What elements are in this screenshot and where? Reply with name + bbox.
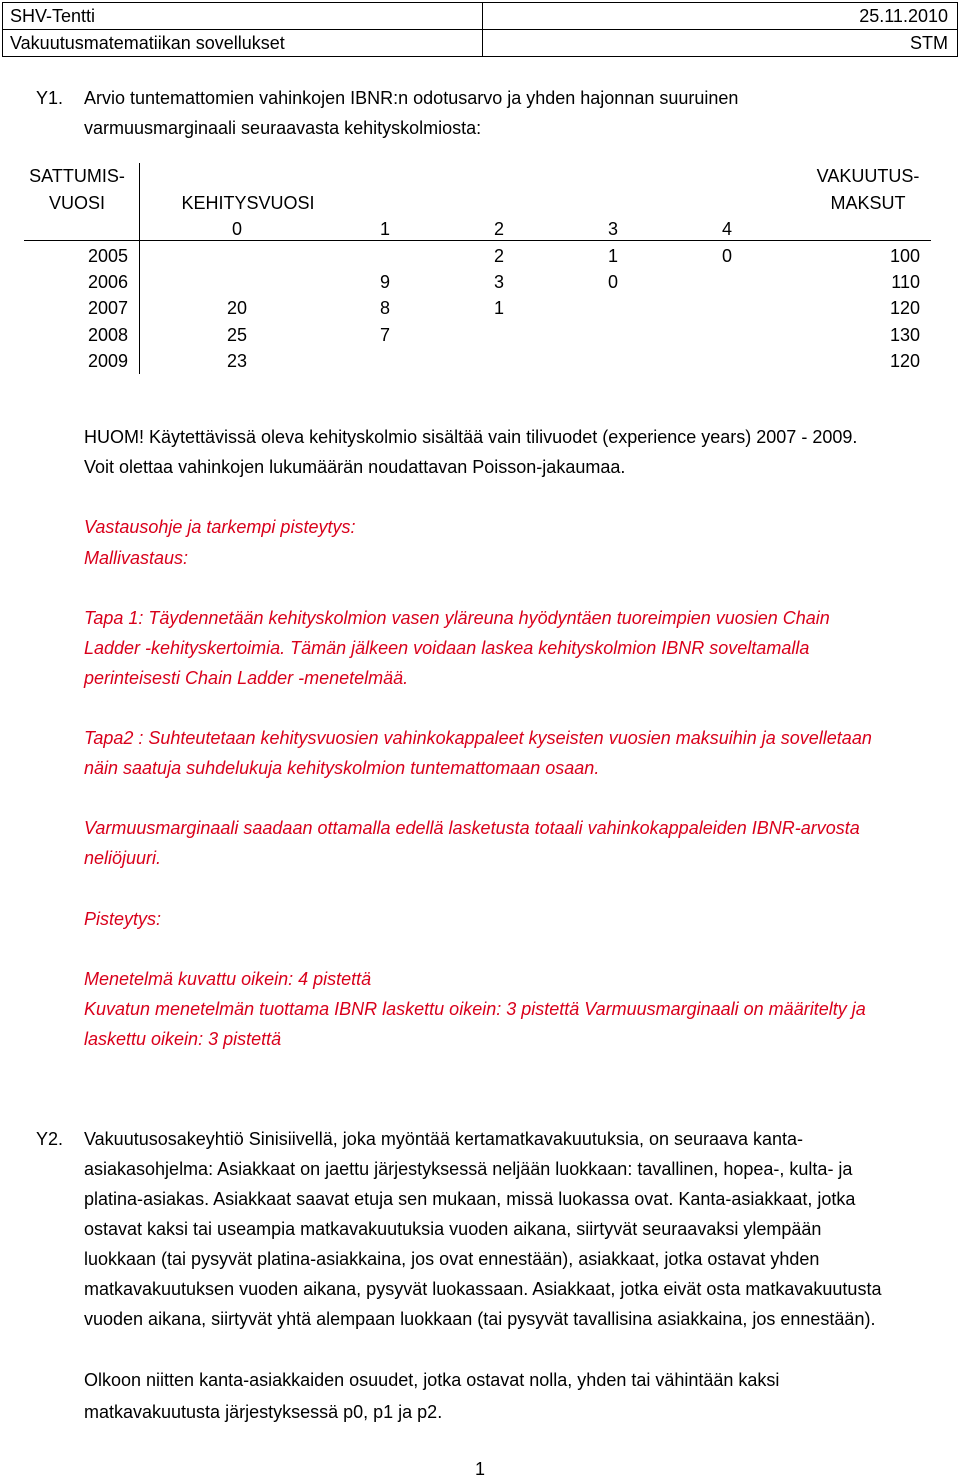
table-row-year: 2009 (87, 351, 128, 371)
table-row-year: 2006 (87, 272, 128, 292)
table-row-premium: 120 (889, 298, 920, 318)
table-dev-year-header: 2 (493, 219, 504, 239)
table-cell: 9 (379, 272, 390, 292)
table-header-accident-year-2: VUOSI (48, 193, 105, 213)
header-course-name: Vakuutusmatematiikan sovellukset (10, 33, 285, 53)
method2-line: Tapa2 : Suhteutetaan kehitysvuosien vahinkokappaleet kyseisten vuosien maksuihin ja sovelletaan (84, 728, 872, 748)
question-label-y1: Y1. (36, 88, 64, 108)
note-line: Voit olettaa vahinkojen lukumäärän noudattavan Poisson-jakaumaa. (84, 457, 626, 477)
method2-line: näin saatuja suhdelukuja kehityskolmion tuntemattomaan osaan. (84, 758, 600, 778)
margin-line: Varmuusmarginaali saadaan ottamalla edellä lasketusta totaali vahinkokappaleiden IBNR-arvosta (84, 818, 860, 838)
table-cell: 2 (493, 246, 504, 266)
method1-line: Tapa 1: Täydennetään kehityskolmion vasen yläreuna hyödyntäen tuoreimpien vuosien Chain (84, 608, 830, 628)
method1-line: perinteisesti Chain Ladder -menetelmää. (84, 668, 409, 688)
answer-heading: Vastausohje ja tarkempi pisteytys: (84, 517, 356, 537)
y2-text-line: Olkoon niitten kanta-asiakkaiden osuudet, jotka ostavat nolla, yhden tai vähintään kaksi (84, 1370, 780, 1390)
page-number: 1 (475, 1459, 486, 1479)
y2-text-line: ostavat kaksi tai useampia matkavakuutuksia vuoden aikana, siirtyvät seuraavaksi ylempään (84, 1219, 822, 1239)
note-line: HUOM! Käytettävissä oleva kehityskolmio sisältää vain tilivuodet (experience years) 2007 - 2009. (84, 427, 858, 447)
table-dev-year-header: 0 (231, 219, 242, 239)
table-row-year: 2005 (87, 246, 128, 266)
question-text-line: varmuusmarginaali seuraavasta kehityskolmiosta: (84, 118, 482, 138)
table-dev-year-header: 1 (379, 219, 390, 239)
table-cell: 1 (607, 246, 618, 266)
header-org: STM (910, 33, 948, 53)
margin-line: neliöjuuri. (84, 848, 162, 868)
table-header-premiums-2: MAKSUT (830, 193, 906, 213)
header-divider-horizontal (2, 29, 958, 30)
y2-text-line: Vakuutusosakeyhtiö Sinisiivellä, joka myöntää kertamatkavakuutuksia, on seuraava kanta- (84, 1129, 804, 1149)
y2-text-line: luokkaan (tai pysyvät platina-asiakkaina, jos ovat ennestään), asiakkaat, jotka ostavat yhden (84, 1249, 820, 1269)
table-row-premium: 130 (889, 325, 920, 345)
table-dev-year-header: 4 (721, 219, 732, 239)
header-course-code: SHV-Tentti (10, 6, 96, 26)
table-cell: 0 (607, 272, 618, 292)
scoring-label: Pisteytys: (84, 909, 162, 929)
table-horizontal-rule (24, 240, 931, 241)
table-row-premium: 110 (891, 272, 920, 292)
table-cell: 3 (493, 272, 504, 292)
table-cell: 7 (379, 325, 390, 345)
score-line: Menetelmä kuvattu oikein: 4 pistettä (84, 969, 372, 989)
question-text-line: Arvio tuntemattomien vahinkojen IBNR:n odotusarvo ja yhden hajonnan suuruinen (84, 88, 739, 108)
question-label-y2: Y2. (36, 1129, 64, 1149)
table-row-premium: 120 (889, 351, 920, 371)
y2-text-line: vuoden aikana, siirtyvät yhtä alempaan luokkaan (tai pysyvät tavallisina asiakkaina, jos ennestään). (84, 1309, 876, 1329)
score-line: Kuvatun menetelmän tuottama IBNR laskettu oikein: 3 pistettä Varmuusmarginaali on määritelty ja (84, 999, 866, 1019)
y2-text-line: asiakasohjelma: Asiakkaat on jaettu järjestyksessä neljään luokkaan: tavallinen, hopea-, kulta- ja (84, 1159, 853, 1179)
model-answer-label: Mallivastaus: (84, 548, 189, 568)
table-header-development-year: KEHITYSVUOSI (181, 193, 315, 213)
table-header-premiums-1: VAKUUTUS- (816, 166, 920, 186)
table-row-premium: 100 (889, 246, 920, 266)
y2-text-line: matkavakuutusta järjestyksessä p0, p1 ja p2. (84, 1402, 443, 1422)
method1-line: Ladder -kehityskertoimia. Tämän jälkeen voidaan laskea kehityskolmion IBNR soveltamalla (84, 638, 810, 658)
y2-text-line: matkavakuutuksen vuoden aikana, pysyvät luokassaan. Asiakkaat, jotka eivät osta matkavakuutusta (84, 1279, 882, 1299)
table-row-year: 2008 (87, 325, 128, 345)
table-header-accident-year-1: SATTUMIS- (29, 166, 125, 186)
table-dev-year-header: 3 (607, 219, 618, 239)
table-cell: 8 (379, 298, 390, 318)
score-line: laskettu oikein: 3 pistettä (84, 1029, 282, 1049)
table-vertical-rule (139, 163, 140, 374)
table-row-year: 2007 (87, 298, 128, 318)
y2-text-line: platina-asiakas. Asiakkaat saavat etuja sen mukaan, missä luokassa ovat. Kanta-asiakkaat, jotka (84, 1189, 856, 1209)
table-cell: 20 (226, 298, 248, 318)
table-cell: 25 (226, 325, 248, 345)
table-cell: 0 (721, 246, 732, 266)
header-date: 25.11.2010 (859, 6, 948, 26)
table-cell: 1 (493, 298, 504, 318)
table-cell: 23 (226, 351, 248, 371)
